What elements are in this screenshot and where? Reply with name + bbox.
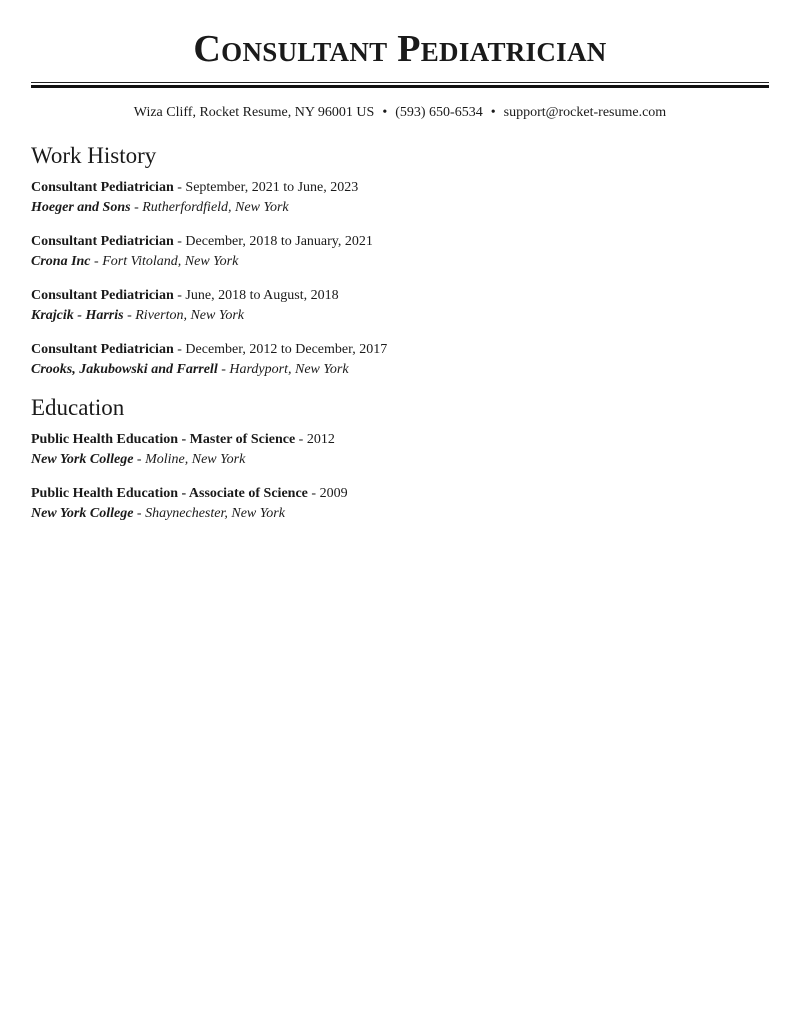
section-heading: Education [31,395,125,420]
job-role: Consultant Pediatrician [31,234,174,249]
education-entry: Public Health Education - Associate of Science - 2009 New York College - Shaynechester, New York [31,486,348,521]
job-dates: June, 2018 to August, 2018 [185,288,339,303]
degree: Public Health Education - Associate of Science [31,486,308,501]
work-entry: Consultant Pediatrician - December, 2018 to January, 2021 Crona Inc - Fort Vitoland, New York [31,234,373,269]
company-name: Hoeger and Sons [31,200,131,215]
job-role: Consultant Pediatrician [31,342,174,357]
education-entry: Public Health Education - Master of Science - 2012 New York College - Moline, New York [31,432,335,467]
work-entry: Consultant Pediatrician - September, 2021 to June, 2023 Hoeger and Sons - Rutherfordfield, New York [31,180,359,215]
company-location: Fort Vitoland, New York [102,254,239,269]
contact-address: Wiza Cliff, Rocket Resume, NY 96001 US [133,105,375,120]
school-name: New York College [31,506,134,521]
divider-thin [31,82,769,83]
company-location: Rutherfordfield, New York [142,200,289,215]
section-heading: Work History [31,143,157,168]
degree: Public Health Education - Master of Science [31,432,296,447]
job-dates: September, 2021 to June, 2023 [185,180,359,195]
company-location: Hardyport, New York [229,362,349,377]
school-location: Moline, New York [145,452,246,467]
school-name: New York College [31,452,134,467]
work-history-section [31,142,769,380]
company-location: Riverton, New York [135,308,245,323]
job-role: Consultant Pediatrician [31,180,174,195]
bullet-separator: • [382,105,388,120]
graduation-year: 2012 [306,432,335,447]
contact-email: support@rocket-resume.com [503,105,667,120]
resume-title: Consultant Pediatrician [193,28,607,70]
graduation-year: 2009 [319,486,348,501]
contact-line [31,104,769,122]
contact-phone: (593) 650-6534 [395,105,483,120]
bullet-separator: • [490,105,496,120]
job-dates: December, 2012 to December, 2017 [185,342,388,357]
job-dates: December, 2018 to January, 2021 [185,234,373,249]
job-role: Consultant Pediatrician [31,288,174,303]
education-section [31,394,769,524]
school-location: Shaynechester, New York [145,506,285,521]
company-name: Crooks, Jakubowski and Farrell [31,362,218,377]
work-entry: Consultant Pediatrician - June, 2018 to August, 2018 Krajcik - Harris - Riverton, New York [31,288,339,323]
work-entry: Consultant Pediatrician - December, 2012 to December, 2017 Crooks, Jakubowski and Farrell - Hardyport, New York [31,342,388,377]
divider-thick [31,85,769,88]
company-name: Crona Inc [31,254,91,269]
company-name: Krajcik - Harris [31,308,124,323]
